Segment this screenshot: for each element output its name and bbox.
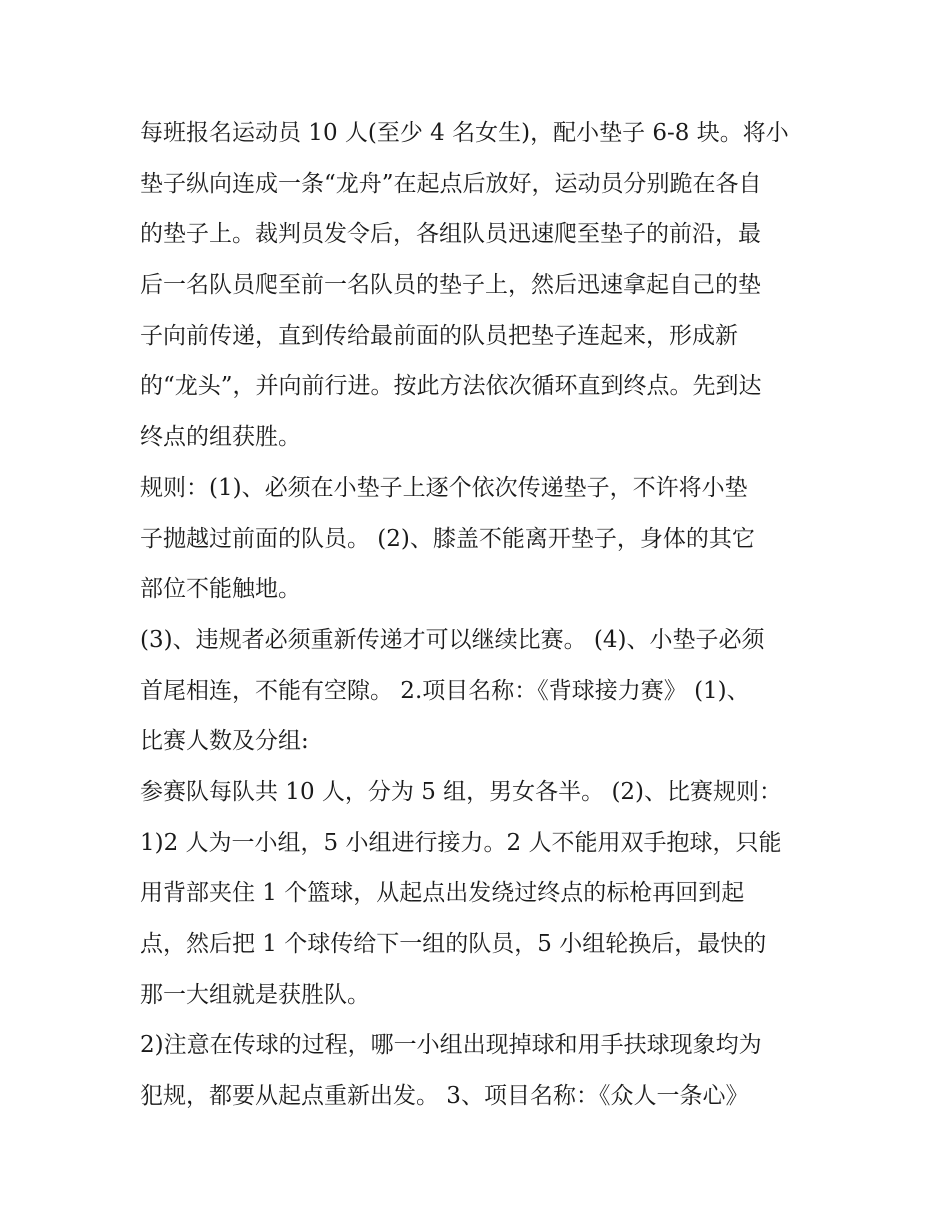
text-line: 用背部夹住 1 个篮球，从起点出发绕过终点的标枪再回到起 bbox=[140, 880, 745, 907]
text-line: 首尾相连，不能有空隙。 2.项目名称：《背球接力赛》 (1)、 bbox=[140, 677, 750, 704]
text-line: 后一名队员爬至前一名队员的垫子上，然后迅速拿起自己的垫 bbox=[140, 272, 761, 299]
body-text bbox=[140, 108, 830, 1122]
text-line: 的“龙头”，并向前行进。按此方法依次循环直到终点。先到达 bbox=[140, 373, 762, 400]
text-line: 子向前传递，直到传给最前面的队员把垫子连起来，形成新 bbox=[140, 322, 738, 349]
text-line: 每班报名运动员 10 人(至少 4 名女生)，配小垫子 6-8 块。将小 bbox=[140, 120, 789, 146]
text-line: 那一大组就是获胜队。 bbox=[140, 981, 370, 1008]
text-line: 子抛越过前面的队员。 (2)、膝盖不能离开垫子，身体的其它 bbox=[140, 525, 755, 552]
text-line: 2)注意在传球的过程，哪一小组出现掉球和用手扶球现象均为 bbox=[140, 1032, 762, 1059]
text-line: 参赛队每队共 10 人，分为 5 组，男女各半。 (2)、比赛规则： bbox=[140, 778, 783, 805]
text-line: 点，然后把 1 个球传给下一组的队员，5 小组轮换后，最快的 bbox=[140, 931, 767, 957]
text-line: 终点的组获胜。 bbox=[140, 424, 301, 451]
text-line: 垫子纵向连成一条“龙舟”在起点后放好，运动员分别跪在各自 bbox=[140, 170, 762, 197]
text-line: 部位不能触地。 bbox=[140, 576, 301, 603]
text-line: 比赛人数及分组: bbox=[140, 728, 309, 755]
text-line: 的垫子上。裁判员发令后，各组队员迅速爬至垫子的前沿，最 bbox=[140, 221, 761, 248]
text-line: 犯规，都要从起点重新出发。 3、项目名称：《众人一条心》 bbox=[140, 1083, 749, 1110]
text-line: 规则：(1)、必须在小垫子上逐个依次传递垫子，不许将小垫 bbox=[140, 474, 748, 501]
text-line: (3)、违规者必须重新传递才可以继续比赛。 (4)、小垫子必须 bbox=[140, 626, 765, 653]
text-line: 1)2 人为一小组，5 小组进行接力。2 人不能用双手抱球，只能 bbox=[140, 829, 782, 856]
